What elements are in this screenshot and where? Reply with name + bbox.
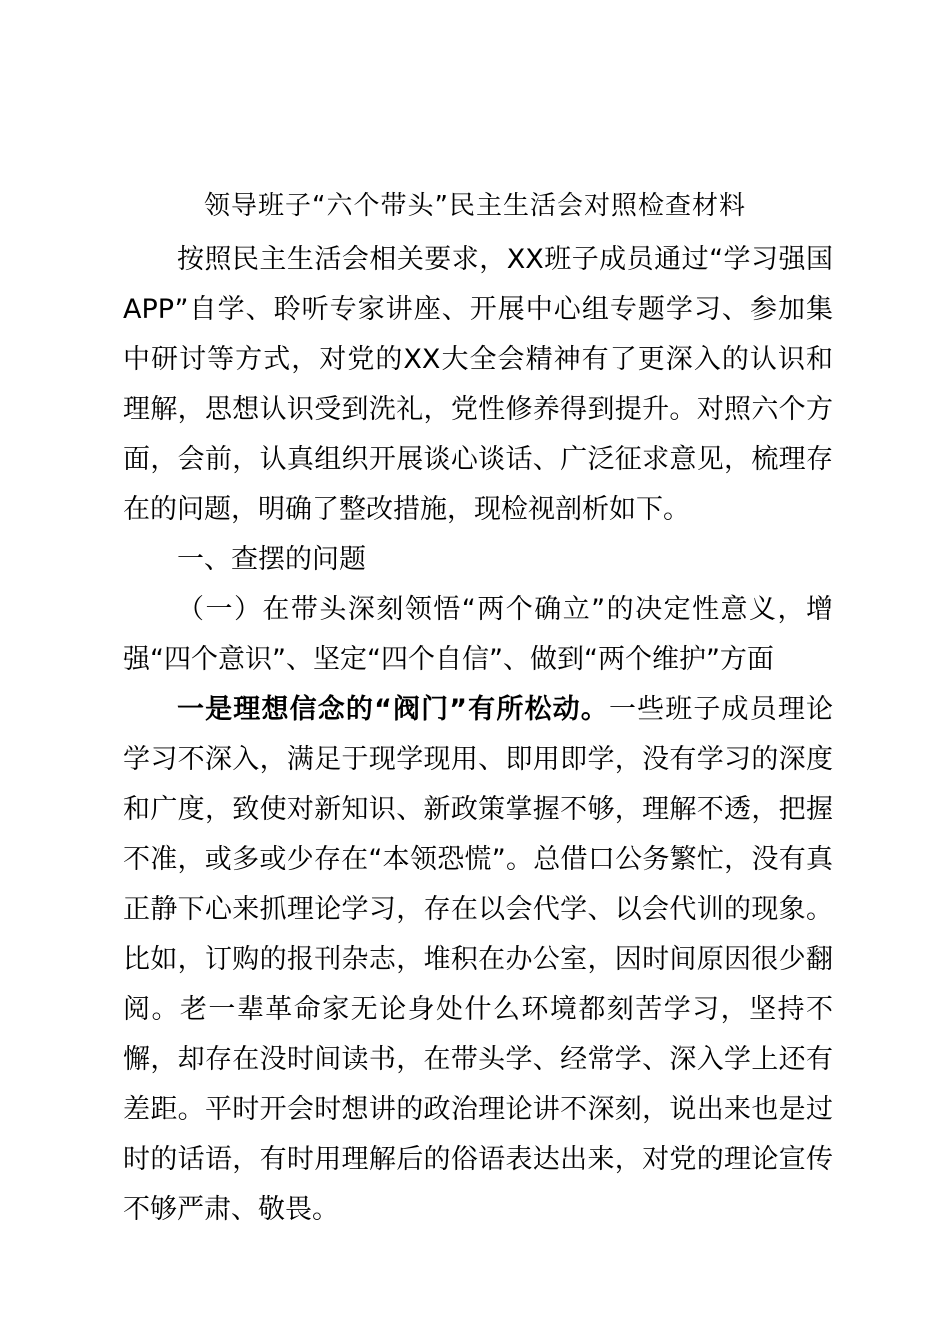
- point-one-lead: 一是理想信念的“阀门”有所松动。: [177, 694, 609, 725]
- intro-paragraph: 按照民主生活会相关要求，XX班子成员通过“学习强国APP”自学、聆听专家讲座、开展中心组专题学习、参加集中研讨等方式，对党的XX大全会精神有了更深入的认识和理解，思想认识受到洗礼，党性修养得到提升。对照六个方面，会前，认真组织开展谈心谈话、广泛征求意见，梳理存在的问题，明确了整改措施，现检视剖析如下。: [123, 244, 833, 525]
- document-body: [123, 235, 833, 1235]
- subsection-heading: （一）在带头深刻领悟“两个确立”的决定性意义，增强“四个意识”、坚定“四个自信”、做到“两个维护”方面: [123, 594, 833, 675]
- section-heading: 一、查摆的问题: [177, 544, 366, 575]
- point-one-paragraph: [123, 685, 833, 1235]
- document-title: 领导班子“六个带头”民主生活会对照检查材料: [204, 191, 746, 221]
- point-one-body: 一些班子成员理论学习不深入，满足于现学现用、即用即学，没有学习的深度和广度，致使对新知识、新政策掌握不够，理解不透，把握不准，或多或少存在“本领恐慌”。总借口公务繁忙，没有真正静下心来抓理论学习，存在以会代学、以会代训的现象。比如，订购的报刊杂志，堆积在办公室，因时间原因很少翻阅。老一辈革命家无论身处什么环境都刻苦学习，坚持不懈，却存在没时间读书，在带头学、经常学、深入学上还有差距。平时开会时想讲的政治理论讲不深刻，说出来也是过时的话语，有时用理解后的俗语表达出来，对党的理论宣传不够严肃、敬畏。: [123, 694, 834, 1225]
